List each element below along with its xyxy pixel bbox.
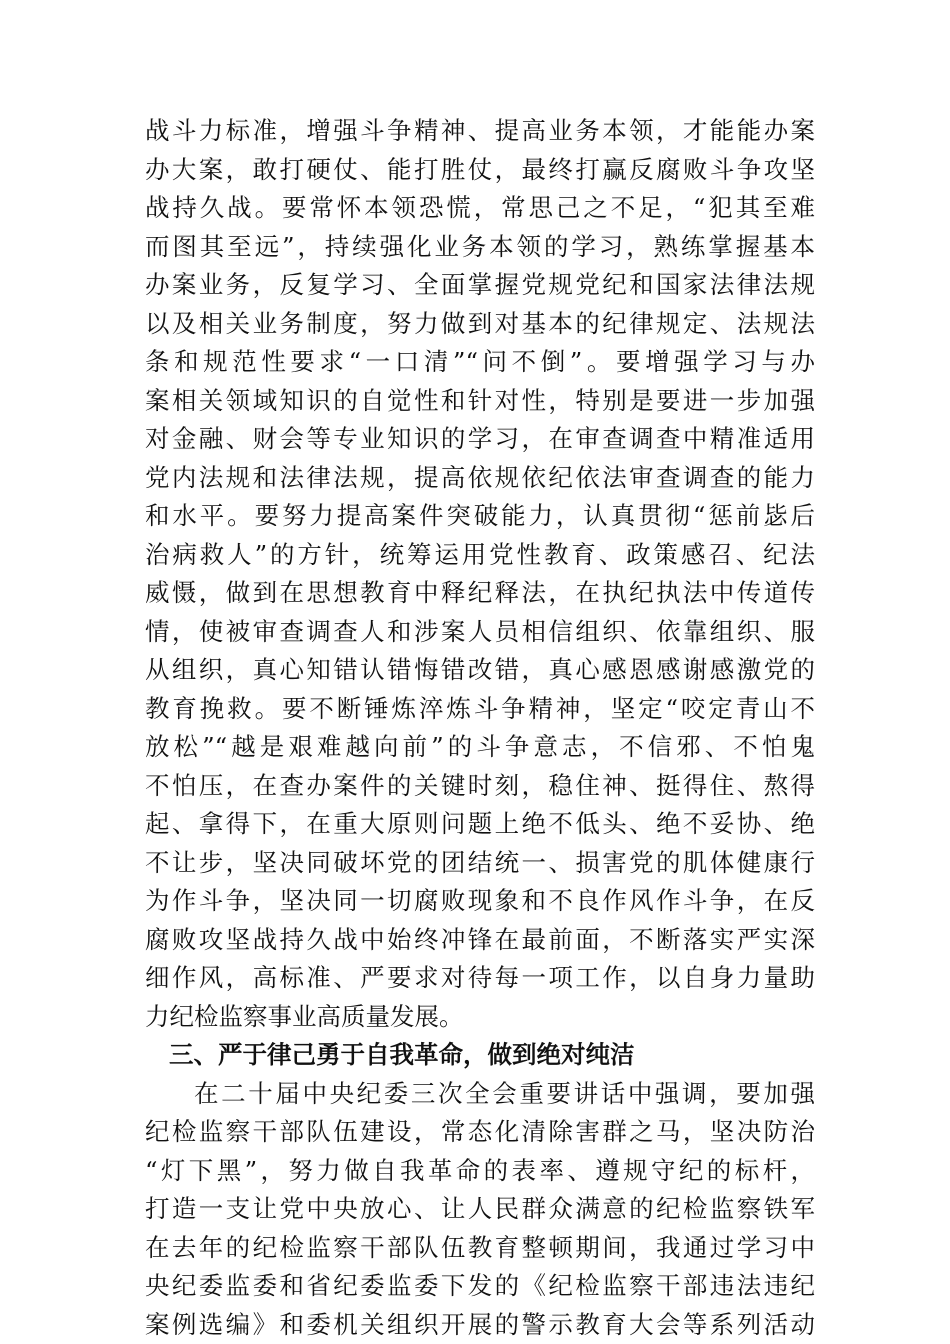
paragraph-line: 从组织，真心知错认错悔错改错，真心感恩感谢感激党的: [145, 655, 815, 684]
paragraph-line: 打造一支让党中央放心、让人民群众满意的纪检监察铁军: [145, 1194, 815, 1223]
paragraph-line: 放松”“越是艰难越向前”的斗争意志，不信邪、不怕鬼: [145, 732, 815, 761]
paragraph-line: 战持久战。要常怀本领恐慌，常思己之不足，“犯其至难: [145, 193, 815, 222]
paragraph-line: 办案业务，反复学习、全面掌握党规党纪和国家法律法规: [145, 270, 815, 299]
paragraph-line: 而图其至远”，持续强化业务本领的学习，熟练掌握基本: [145, 231, 815, 261]
paragraph-line: 治病救人”的方针，统筹运用党性教育、政策感召、纪法: [145, 539, 815, 569]
document-body: [145, 112, 815, 1344]
paragraph-line: 案例选编》和委机关组织开展的警示教育大会等系列活动: [145, 1309, 815, 1339]
paragraph-line: 条和规范性要求“一口清”“问不倒”。要增强学习与办: [145, 347, 815, 376]
paragraph-line: 以及相关业务制度，努力做到对基本的纪律规定、法规法: [145, 308, 815, 338]
paragraph-line: 战斗力标准，增强斗争精神、提高业务本领，才能能办案: [145, 116, 815, 145]
paragraph-line: 力纪检监察事业高质量发展。: [145, 1001, 464, 1031]
paragraph-line: 为作斗争，坚决同一切腐败现象和不良作风作斗争，在反: [145, 886, 815, 915]
paragraph-line: 纪检监察干部队伍建设，常态化清除害群之马，坚决防治: [145, 1117, 815, 1146]
paragraph-line: 不怕压，在查办案件的关键时刻，稳住神、挺得住、熬得: [145, 770, 815, 800]
paragraph-line: 起、拿得下，在重大原则问题上绝不低头、绝不妥协、绝: [145, 809, 815, 838]
paragraph-line: 细作风，高标准、严要求对待每一项工作，以自身力量助: [145, 963, 815, 992]
paragraph-line: 案相关领域知识的自觉性和针对性，特别是要进一步加强: [145, 385, 815, 415]
paragraph-2: [145, 1075, 815, 1344]
paragraph-line: 在去年的纪检监察干部队伍教育整顿期间，我通过学习中: [145, 1232, 815, 1262]
paragraph-line: 办大案，敢打硬仗、能打胜仗，最终打赢反腐败斗争攻坚: [145, 154, 815, 184]
paragraph-line: 威慑，做到在思想教育中释纪释法，在执纪执法中传道传: [145, 578, 815, 607]
paragraph-line: “灯下黑”，努力做自我革命的表率、遵规守纪的标杆，: [145, 1155, 815, 1185]
paragraph-line: 党内法规和法律法规，提高依规依纪依法审查调查的能力: [145, 462, 815, 492]
section-heading: 三、严于律己勇于自我革命，做到绝对纯洁: [169, 1040, 635, 1069]
paragraph-line: 情，使被审查调查人和涉案人员相信组织、依靠组织、服: [145, 616, 815, 646]
paragraph-line: 教育挽救。要不断锤炼淬炼斗争精神，坚定“咬定青山不: [145, 693, 815, 723]
paragraph-1: [145, 112, 815, 1036]
paragraph-line: 不让步，坚决同破坏党的团结统一、损害党的肌体健康行: [145, 847, 815, 877]
paragraph-line: 和水平。要努力提高案件突破能力，认真贯彻“惩前毖后: [145, 501, 815, 530]
paragraph-line: 央纪委监委和省纪委监委下发的《纪检监察干部违法违纪: [145, 1271, 815, 1300]
paragraph-line: 腐败攻坚战持久战中始终冲锋在最前面，不断落实严实深: [145, 924, 815, 954]
paragraph-line: 在二十届中央纪委三次全会重要讲话中强调，要加强: [194, 1078, 815, 1108]
paragraph-line: 对金融、财会等专业知识的学习，在审查调查中精准适用: [145, 424, 815, 453]
